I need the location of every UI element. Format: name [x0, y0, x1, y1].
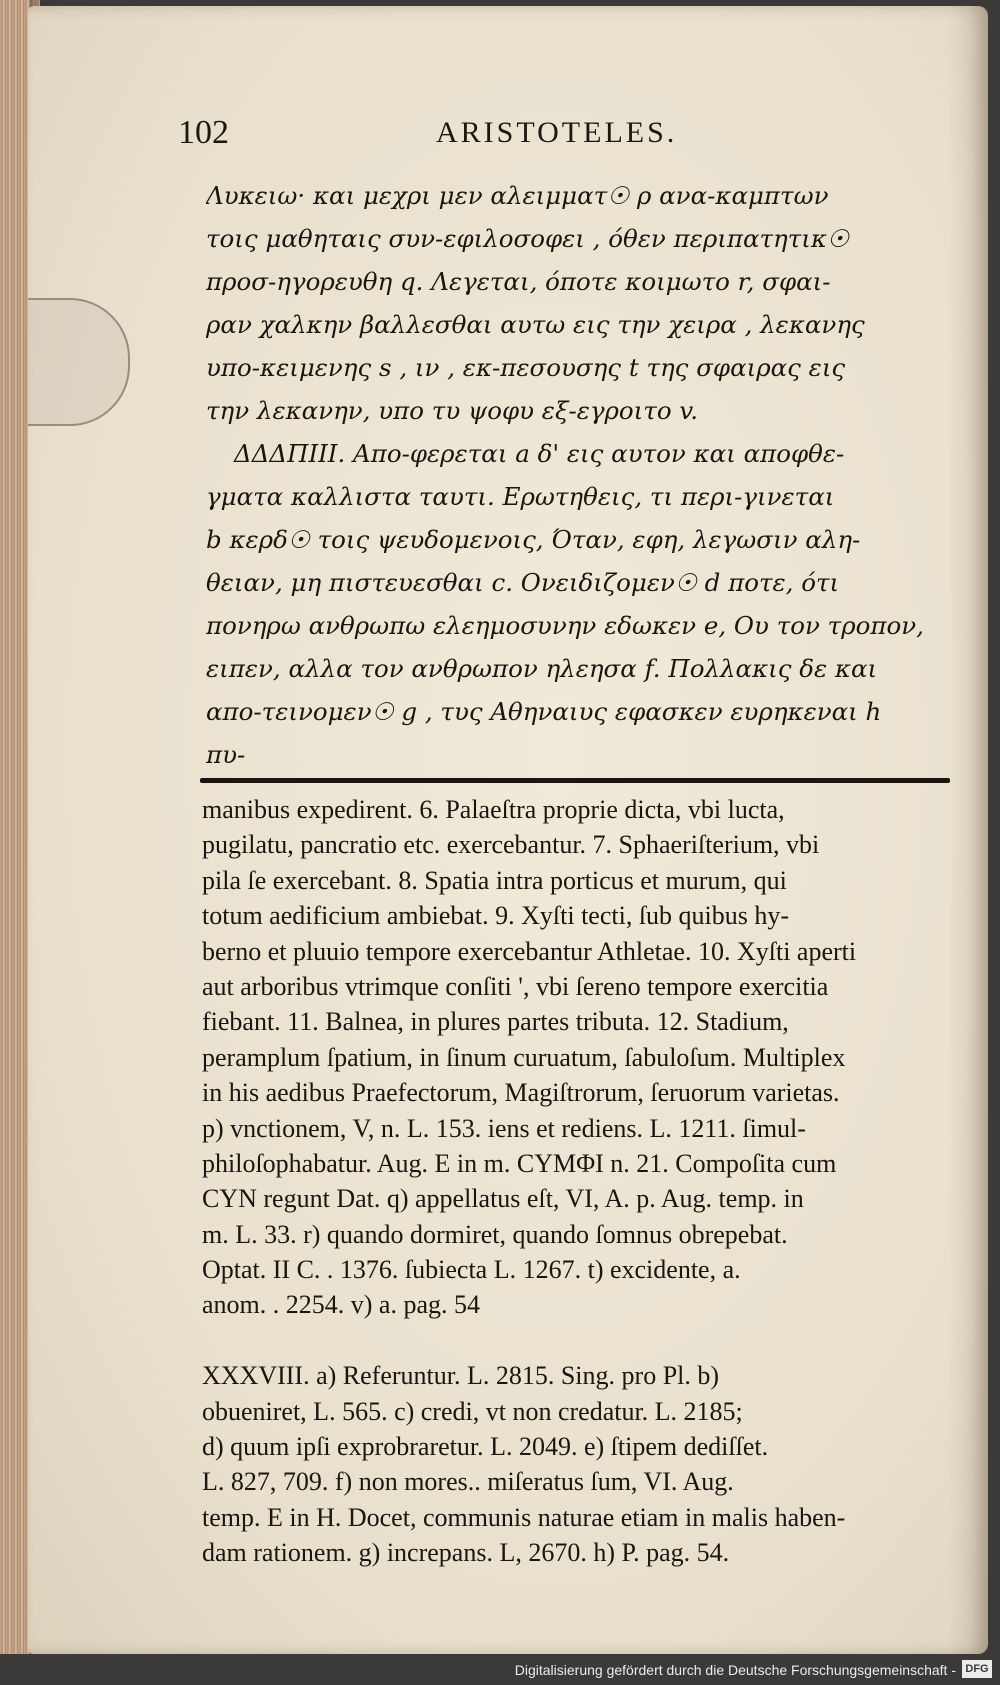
greek-line: Λυκειω· και μεχρι μεν αλειμματ☉ ρ ανα-καμπτων [206, 181, 829, 210]
latin-note-line: peramplum ſpatium, in ſinum curuatum, ſabuloſum. Multiplex [202, 1042, 846, 1072]
latin-note-line: XXXVIII. a) Referuntur. L. 2815. Sing. pro Pl. b) [202, 1361, 720, 1391]
latin-note-line: pila ſe exercebant. 8. Spatia intra porticus et murum, qui [202, 865, 787, 895]
greek-text-block [206, 174, 948, 776]
latin-note-line: in his aedibus Praefectorum, Magiſtrorum, ſeruorum varietas. [202, 1078, 840, 1108]
digitization-credit: Digitalisierung gefördert durch die Deutsche Forschungsgemeinschaft - [514, 1662, 956, 1678]
greek-line: θειαν, μη πιστευεσθαι c. Ονειδιζομεν☉ d ποτε, ότι [206, 568, 840, 597]
page-number: 102 [178, 114, 229, 151]
latin-notes-block [202, 792, 957, 1571]
latin-note-line: manibus expedirent. 6. Palaeſtra proprie dicta, vbi lucta, [202, 795, 785, 824]
latin-note-line: d) quum ipſi exprobraretur. L. 2049. e) ſtipem dediſſet. [202, 1432, 769, 1462]
greek-line: υπο-κειμενης s , ιν , εκ-πεσουσης t της σφαιρας εις [206, 353, 846, 382]
latin-note-line [202, 1323, 957, 1358]
footer-bar [0, 1654, 1000, 1685]
dfg-logo: DFG [962, 1660, 992, 1678]
latin-note-line: L. 827, 709. f) non mores.. miſeratus ſum, VI. Aug. [202, 1467, 734, 1497]
latin-note-line: Optat. II C. . 1376. ſubiecta L. 1267. t) excidente, a. [202, 1255, 741, 1285]
latin-note-line: fiebant. 11. Balnea, in plures partes tributa. 12. Stadium, [202, 1007, 789, 1037]
page-header [178, 114, 788, 164]
latin-note-line: dam rationem. g) increpans. L, 2670. h) P. pag. 54. [202, 1538, 730, 1568]
greek-line: γματα καλλιστα ταυτι. Ερωτηθεις, τι περι-γινεται [206, 482, 835, 511]
greek-line: ραν χαλκην βαλλεσθαι αυτω εις την χειρα , λεκανης [206, 310, 865, 339]
latin-note-line: obueniret, L. 565. c) credi, vt non credatur. L. 2185; [202, 1396, 743, 1426]
latin-note-line: m. L. 33. r) quando dormiret, quando ſomnus obrepebat. [202, 1219, 788, 1249]
latin-note-line: anom. . 2254. v) a. pag. 54 [202, 1290, 481, 1320]
latin-note-line: p) vnctionem, V, n. L. 153. iens et rediens. L. 1211. ſimul- [202, 1113, 806, 1143]
latin-note-line: berno et pluuio tempore exercebantur Athletae. 10. Xyſti aperti [202, 936, 857, 966]
latin-note-line: pugilatu, pancratio etc. exercebantur. 7. Sphaeriſterium, vbi [202, 830, 820, 860]
latin-note-line: philoſophabatur. Aug. E in m. CYMΦI n. 21. Compoſita cum [202, 1148, 837, 1178]
separator-rule [200, 778, 950, 783]
greek-line: πυ- [206, 740, 246, 769]
greek-line: b κερδ☉ τοις ψευδομενοις, Όταν, εφη, λεγωσιν αλη- [206, 525, 861, 554]
greek-line: την λεκανην, υπο τυ ψοφυ εξ-εγροιτο v. [206, 396, 699, 425]
running-title: ARISTOTELES. [436, 116, 678, 149]
greek-line: ειπεν, αλλα τον ανθρωπον ηλεησα f. Πολλακις δε και [206, 654, 878, 683]
greek-line: τοις μαθηταις συν-εφιλοσοφει , όθεν περιπατητικ☉ [206, 224, 849, 253]
greek-line: πονηρω ανθρωπω ελεημοσυνην εδωκεν e, Ου τον τροπον, [206, 611, 924, 640]
book-page [28, 6, 988, 1654]
latin-note-line: temp. E in H. Docet, communis naturae etiam in malis haben- [202, 1502, 846, 1532]
page-clip-holder [28, 298, 130, 426]
greek-line: ΔΔΔΠΙΙΙ. Απο-φερεται a δ' εις αυτον και αποφθε- [234, 439, 845, 468]
latin-note-line: aut arboribus vtrimque conſiti ', vbi ſereno tempore exercitia [202, 971, 829, 1001]
greek-line: απο-τεινομεν☉ g , τυς Αθηναιυς εφασκεν ευρηκεναι h [206, 697, 882, 726]
latin-note-line: CYN regunt Dat. q) appellatus eſt, VI, A. p. Aug. temp. in [202, 1184, 804, 1214]
latin-note-line: totum aedificium ambiebat. 9. Xyſti tecti, ſub quibus hy- [202, 901, 790, 931]
greek-line: προσ-ηγορευθη q. Λεγεται, όποτε κοιμωτο r, σφαι- [206, 267, 831, 296]
